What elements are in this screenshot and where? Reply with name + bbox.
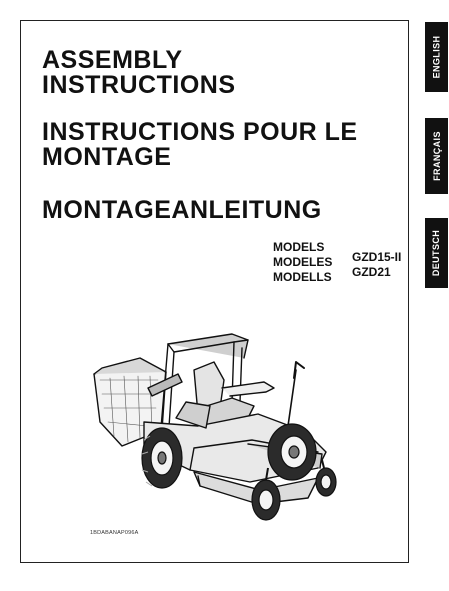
zero-turn-mower-with-grass-collector-icon [82, 322, 354, 526]
models-label-en: MODELS [273, 240, 325, 254]
language-tab-french[interactable] [425, 118, 448, 194]
title-english-line-2: INSTRUCTIONS [42, 71, 236, 99]
models-label-fr: MODELES [273, 255, 333, 269]
language-tab-german[interactable] [425, 218, 448, 288]
title-english [42, 48, 236, 98]
title-english-line-1: ASSEMBLY [42, 46, 183, 74]
models-label-de: MODELLS [273, 270, 332, 284]
models-values [352, 250, 401, 280]
model-value-2: GZD21 [352, 265, 391, 279]
models-labels [273, 240, 332, 285]
title-german [42, 198, 322, 223]
title-german-line-1: MONTAGEANLEITUNG [42, 196, 322, 224]
language-tab-french-label: FRANÇAIS [431, 131, 442, 181]
illustration-code: 1BDABANAP096A [90, 530, 139, 536]
title-french-line-2: MONTAGE [42, 143, 172, 171]
title-french [42, 120, 358, 170]
model-value-1: GZD15-II [352, 250, 402, 264]
language-tab-english-label: ENGLISH [431, 35, 442, 79]
title-french-line-1: INSTRUCTIONS POUR LE [42, 118, 358, 146]
language-tab-english[interactable] [425, 22, 448, 92]
language-tab-german-label: DEUTSCH [431, 229, 442, 277]
